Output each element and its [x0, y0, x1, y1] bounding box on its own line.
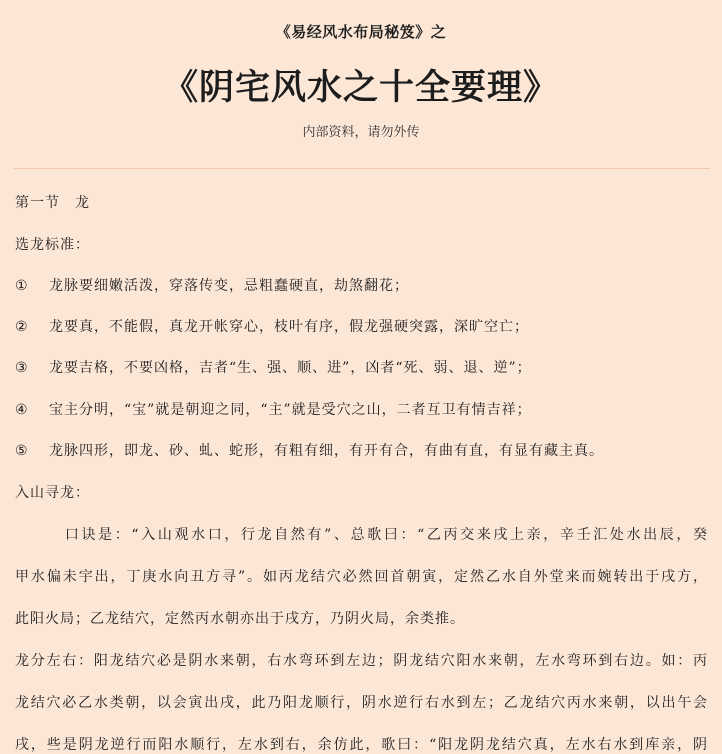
criteria-item [15, 316, 529, 336]
item-text: 龙要吉格，不要凶格，吉者“生、强、顺、进”，凶者“死、弱、退、逆”； [49, 360, 532, 376]
paragraph-line: 口诀是：“入山观水口，行龙自然有”、总歌曰：“乙丙交来戌上亲，辛壬汇处水出辰，癸 [15, 527, 707, 543]
item-number: ③ [15, 360, 29, 376]
title-divider [14, 168, 710, 169]
paragraph-line: 甲水偏未宇出，丁庚水向丑方寻”。如丙龙结穴必然回首朝寅，定然乙水自外堂来而婉转出于戌方， [15, 569, 707, 585]
paragraph-line: 龙分左右：阳龙结穴必是阴水来朝，右水弯环到左边；阴龙结穴阳水来朝，左水弯环到右边。如：丙 [15, 653, 707, 669]
criteria-item [15, 357, 532, 377]
item-number: ④ [15, 402, 29, 418]
section-heading: 第一节 龙 [15, 195, 90, 211]
item-text: 宝主分明，“宝”就是朝迎之同，“主”就是受穴之山，二者互卫有情吉祥； [49, 402, 532, 418]
item-text: 龙脉四形，即龙、砂、虬、蛇形，有粗有细，有开有合，有曲有直，有显有藏主真。 [49, 443, 604, 459]
book-supertitle: 《易经风水布局秘笈》之 [275, 23, 447, 41]
item-text: 龙脉要细嫩活泼，穿落传变，忌粗蠢硬直，劫煞翻花； [49, 278, 409, 294]
item-number: ① [15, 278, 29, 294]
paragraph-line: 龙结穴必乙水类朝，以会寅出戌，此乃阳龙顺行，阴水逆行右水到左；乙龙结穴丙水来朝，以出午会 [15, 695, 707, 711]
page-title: 《阴宅风水之十全要理》 [162, 68, 559, 108]
paragraph-line: 戌，些是阴龙逆行而阳水顺行，左水到右，余仿此，歌曰：“阳龙阴龙结穴真，左水右水到库亲，阴 [15, 737, 707, 753]
mountain-label: 入山寻龙： [15, 485, 90, 501]
item-text: 龙要真，不能假，真龙开帐穿心，枝叶有序，假龙强硬突露，深旷空亡； [49, 319, 529, 335]
item-number: ⑤ [15, 443, 29, 459]
confidential-note: 内部资料，请勿外传 [302, 125, 420, 140]
criteria-item [15, 275, 409, 295]
paragraph-line: 此阳火局；乙龙结穴，定然丙水朝亦出于戌方，乃阴火局，余类推。 [15, 611, 465, 627]
item-number: ② [15, 319, 29, 335]
criteria-item [15, 440, 604, 460]
criteria-item [15, 399, 532, 419]
criteria-label: 选龙标准： [15, 237, 90, 253]
